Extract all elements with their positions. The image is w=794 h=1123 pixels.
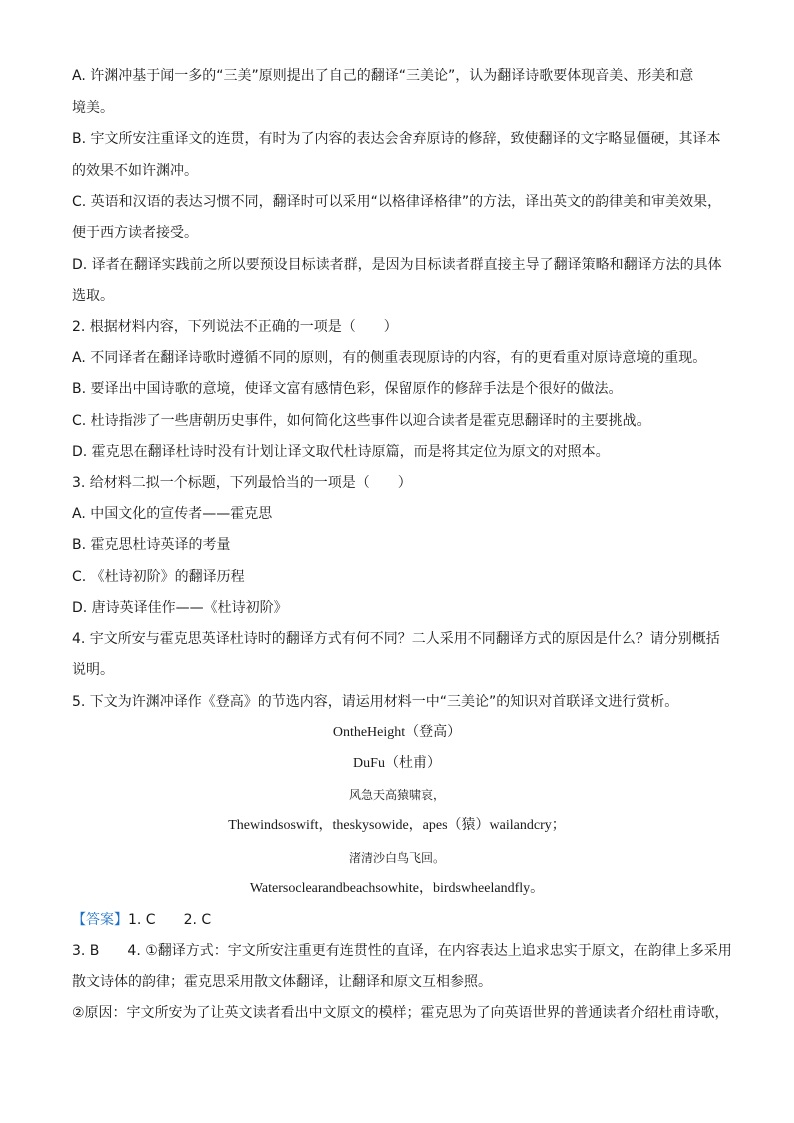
answer-row2 (72, 941, 732, 961)
q2-option-d: D. 霍克思在翻译杜诗时没有计划让译文取代杜诗原篇，而是将其定位为原文的对照本。 (72, 444, 610, 460)
answer-4-line3: ②原因：宇文所安为了让英文读者看出中文原文的模样；霍克思为了向英语世界的普通读者介绍杜甫诗歌， (72, 1005, 729, 1021)
poem-line1-chinese: 风急天高猿啸哀， (348, 788, 445, 802)
q2-option-c: C. 杜诗指涉了一些唐朝历史事件，如何简化这些事件以迎合读者是霍克思翻译时的主要挑战。 (72, 413, 651, 429)
q1-option-a-line2: 境美。 (72, 100, 114, 116)
answer-row1 (72, 910, 211, 930)
q2-stem: 2. 根据材料内容，下列说法不正确的一项是（ ） (72, 319, 398, 335)
answer-2: 2. C (183, 912, 212, 928)
answer-1: 1. C (128, 912, 156, 928)
q1-option-d-line2: 选取。 (72, 288, 114, 304)
q3-stem: 3. 给材料二拟一个标题，下列最恰当的一项是（ ） (72, 475, 412, 491)
q3-option-a: A. 中国文化的宣传者——霍克思 (72, 506, 273, 522)
q2-option-a: A. 不同译者在翻译诗歌时遵循不同的原则，有的侧重表现原诗的内容，有的更看重对原诗意境的重现。 (72, 350, 707, 366)
q2-option-b: B. 要译出中国诗歌的意境，使译文富有感情色彩，保留原作的修辞手法是个很好的做法。 (72, 381, 623, 397)
poem-line2-english: Watersoclearandbeachsowhite，birdswheelandfly。 (249, 881, 545, 896)
q5-stem: 5. 下文为许渊冲译作《登高》的节选内容，请运用材料一中“三美论”的知识对首联译文进行赏析。 (72, 694, 679, 710)
poem-line2-chinese: 渚清沙白鸟飞回。 (348, 851, 445, 865)
q4-line2: 说明。 (72, 662, 114, 678)
q1-option-d-line1: D. 译者在翻译实践前之所以要预设目标读者群，是因为目标读者群直接主导了翻译策略和翻译方法的具体 (72, 257, 722, 273)
q3-option-b: B. 霍克思杜诗英译的考量 (72, 537, 231, 553)
poem-line1-english: Thewindsoswift，theskysowide，apes（猿）wailandcry； (228, 818, 566, 833)
answer-4-line1: 4. ①翻译方式：宇文所安注重更有连贯性的直译，在内容表达上追求忠实于原文，在韵律上多采用 (127, 943, 732, 959)
q3-option-c: C. 《杜诗初阶》的翻译历程 (72, 569, 245, 585)
answer-4-line2: 散文诗体的韵律；霍克思采用散文体翻译，让翻译和原文互相参照。 (72, 974, 492, 990)
answer-label: 【答案】 (72, 912, 128, 928)
poem-author: DuFu（杜甫） (353, 756, 441, 771)
q1-option-b-line2: 的效果不如许渊冲。 (72, 163, 198, 179)
answer-3: 3. B (72, 943, 100, 959)
q1-option-a-line1: A. 许渊冲基于闻一多的“三美”原则提出了自己的翻译“三美论”，认为翻译诗歌要体现音美、形美和意 (72, 68, 694, 84)
q1-option-c-line1: C. 英语和汉语的表达习惯不同，翻译时可以采用“以格律译格律”的方法，译出英文的韵律美和审美效果， (72, 194, 722, 210)
poem-title: OntheHeight（登高） (332, 725, 462, 740)
q4-line1: 4. 宇文所安与霍克思英译杜诗时的翻译方式有何不同？二人采用不同翻译方式的原因是什么？请分别概括 (72, 631, 720, 647)
q1-option-c-line2: 便于西方读者接受。 (72, 225, 198, 241)
q3-option-d: D. 唐诗英译佳作——《杜诗初阶》 (72, 600, 288, 616)
q1-option-b-line1: B. 宇文所安注重译文的连贯，有时为了内容的表达会舍弃原诗的修辞，致使翻译的文字略显僵硬，其译本 (72, 131, 721, 147)
